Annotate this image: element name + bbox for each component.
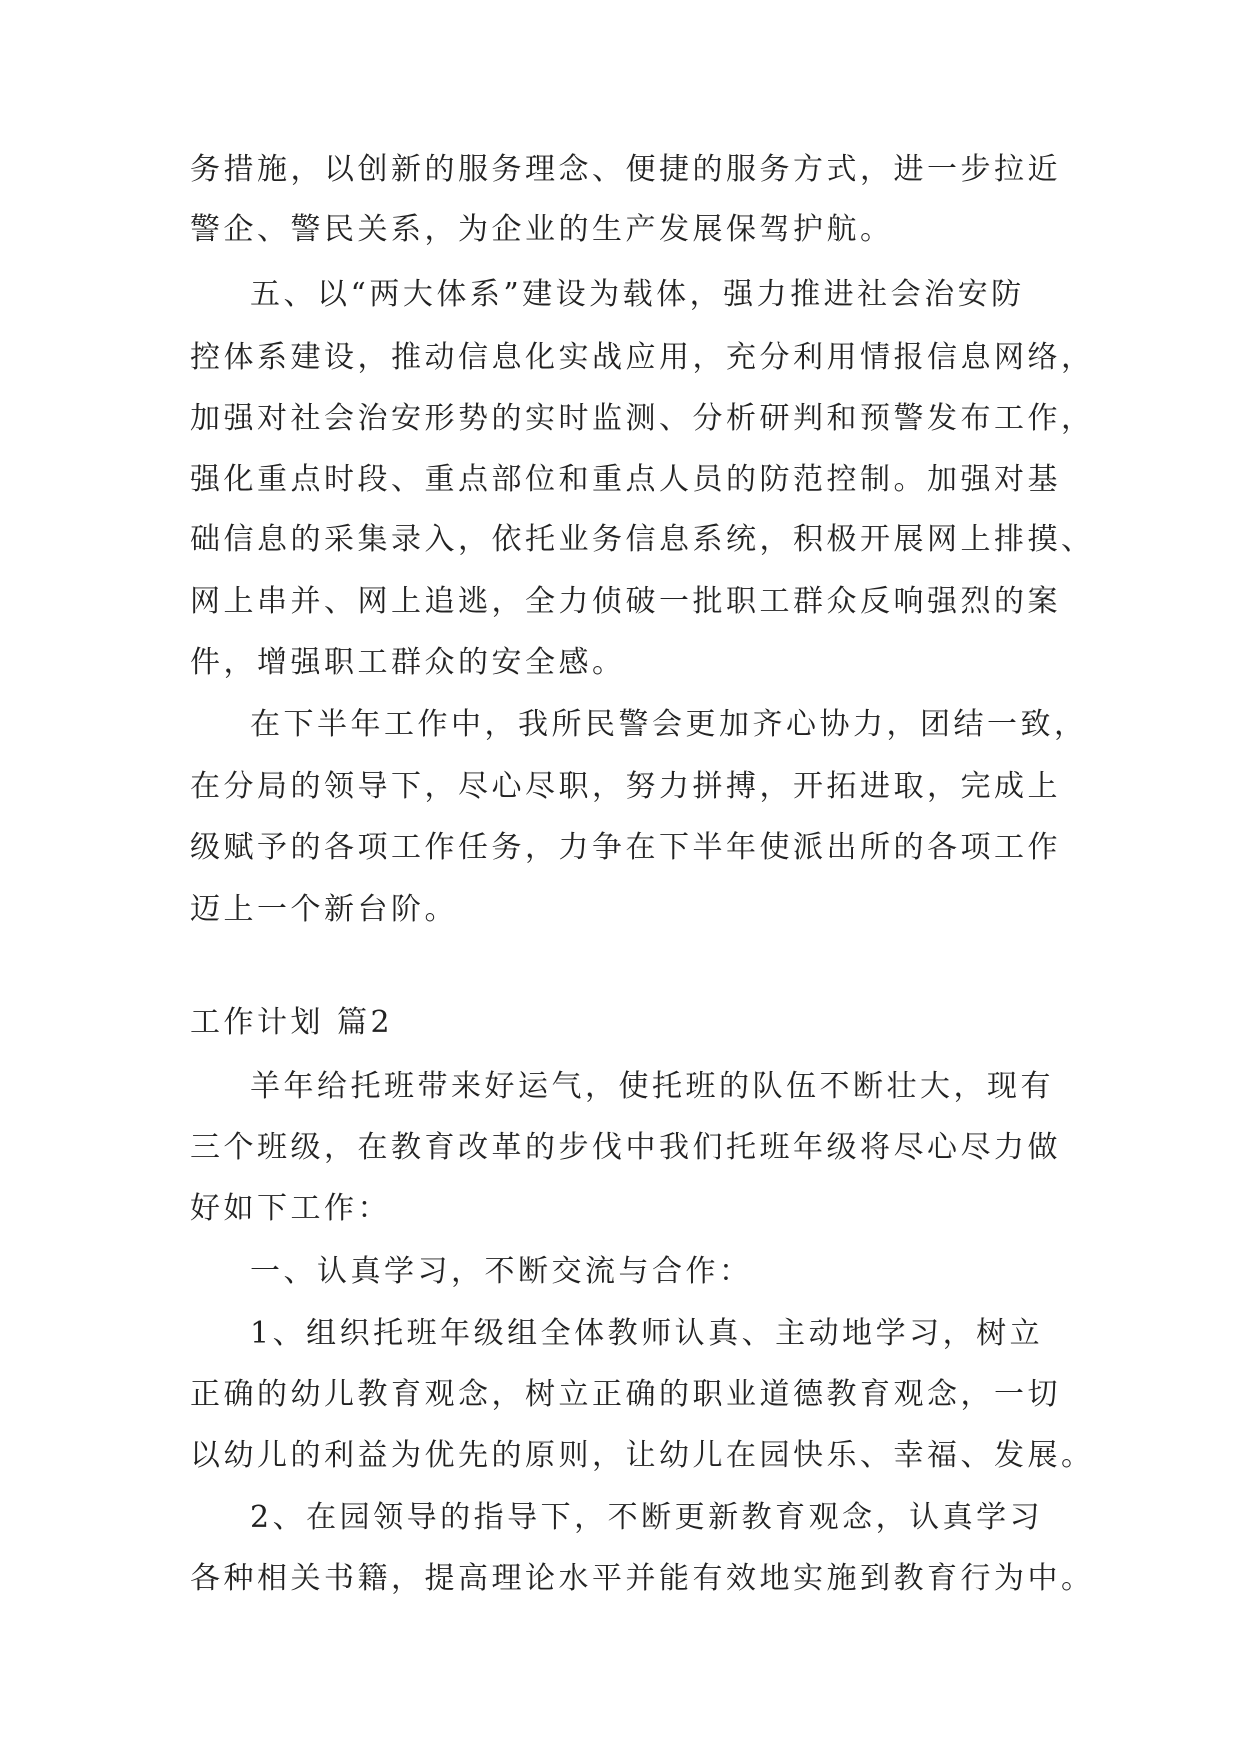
text-line: 级赋予的各项工作任务，力争在下半年使派出所的各项工作 <box>190 830 1061 865</box>
text-line: 务措施，以创新的服务理念、便捷的服务方式，进一步拉近 <box>190 152 1061 187</box>
paragraph-start-line: 羊年给托班带来好运气，使托班的队伍不断壮大，现有 <box>250 1069 1054 1104</box>
text-line: 三个班级，在教育改革的步伐中我们托班年级将尽心尽力做 <box>190 1130 1061 1165</box>
text-line: 控体系建设，推动信息化实战应用，充分利用情报信息网络， <box>190 340 1095 375</box>
text-line: 各种相关书籍，提高理论水平并能有效地实施到教育行为中。 <box>190 1561 1095 1596</box>
paragraph-start-line: 2、在园领导的指导下，不断更新教育观念，认真学习 <box>250 1500 1044 1535</box>
text-line: 在分局的领导下，尽心尽职，努力拼搏，开拓进取，完成上 <box>190 769 1061 804</box>
text-line: 网上串并、网上追逃，全力侦破一批职工群众反响强烈的案 <box>190 584 1061 619</box>
paragraph-start-line: 一、认真学习，不断交流与合作： <box>250 1254 753 1289</box>
paragraph-start-line: 1、组织托班年级组全体教师认真、主动地学习，树立 <box>250 1316 1044 1351</box>
text-line: 正确的幼儿教育观念，树立正确的职业道德教育观念，一切 <box>190 1377 1061 1412</box>
paragraph-start-line: 在下半年工作中，我所民警会更加齐心协力，团结一致， <box>250 707 1088 742</box>
section-heading: 工作计划 篇2 <box>190 1005 394 1040</box>
paragraph-start-line: 五、以“两大体系”建设为载体，强力推进社会治安防 <box>250 277 1025 312</box>
text-line: 加强对社会治安形势的实时监测、分析研判和预警发布工作， <box>190 401 1095 436</box>
text-line: 以幼儿的利益为优先的原则，让幼儿在园快乐、幸福、发展。 <box>190 1438 1095 1473</box>
text-line: 件，增强职工群众的安全感。 <box>190 645 626 680</box>
text-line: 迈上一个新台阶。 <box>190 892 458 927</box>
text-line: 础信息的采集录入，依托业务信息系统，积极开展网上排摸、 <box>190 522 1095 557</box>
text-line: 好如下工作： <box>190 1191 391 1226</box>
text-line: 警企、警民关系，为企业的生产发展保驾护航。 <box>190 212 894 247</box>
text-line: 强化重点时段、重点部位和重点人员的防范控制。加强对基 <box>190 462 1061 497</box>
